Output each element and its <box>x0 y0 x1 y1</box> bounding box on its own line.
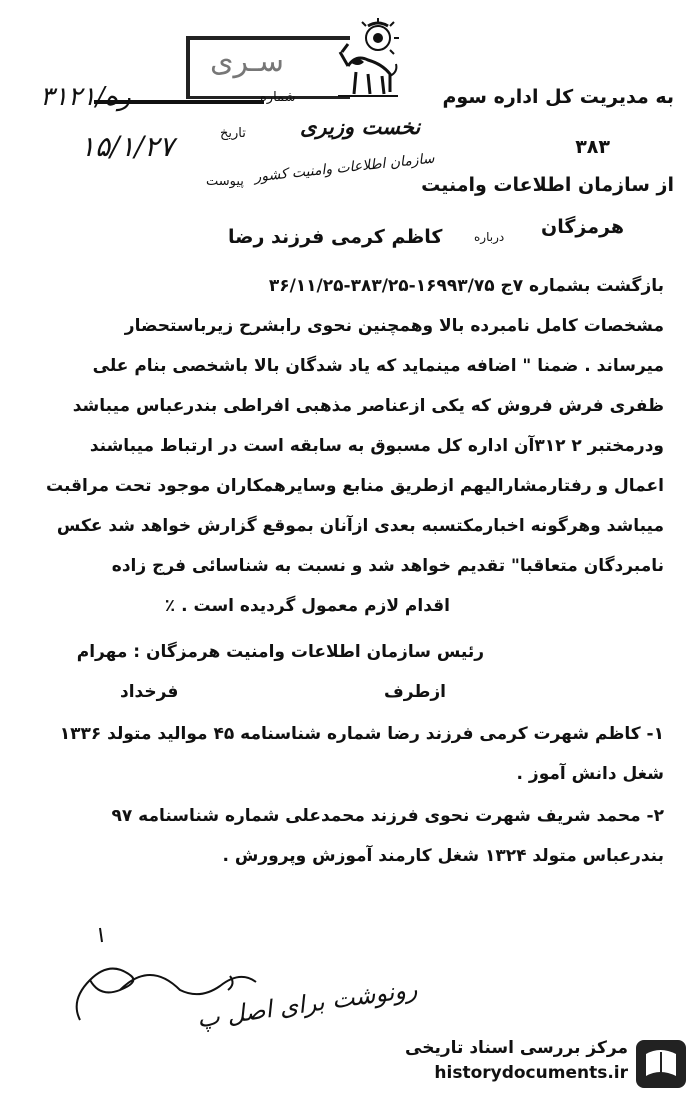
body-line-3: میرساند . ضمنا " اضافه مینماید که یاد شدگان بالا باشخصی بنام علی <box>92 356 664 376</box>
item-1-line-2: شغل دانش آموز . <box>516 764 664 784</box>
from-line: از سازمان اطلاعات وامنیت <box>421 174 674 196</box>
attachment-label: پیوست <box>206 174 244 189</box>
letter-date-value: ۱۵/۱/۲۷ <box>80 130 175 163</box>
handwritten-note: رونوشت برای اصل پ <box>195 974 419 1034</box>
addressee-line: به مدیریت کل اداره سوم <box>442 86 674 108</box>
subject-value: کاظم کرمی فرزند رضا <box>228 226 443 248</box>
item-2-line-1: ۲- محمد شریف شهرت نحوی فرزند محمدعلی شماره شناسنامه ۹۷ <box>111 806 664 826</box>
lion-sun-emblem-icon <box>334 16 402 106</box>
subject-label: درباره <box>474 230 505 244</box>
item-1-line-1: ۱- کاظم شهرت کرمی فرزند رضا شماره شناسنامه ۴۵ موالید متولد ۱۳۳۶ <box>59 724 664 744</box>
ministry-name: نخست وزیری <box>300 114 421 139</box>
body-line-2: مشخصات کامل نامبرده بالا وهمچنین نحوی رابشرح زیرباستحضار <box>124 316 664 336</box>
organization-name: سازمان اطلاعات وامنیت کشور <box>253 150 436 186</box>
archive-logo-icon <box>632 1036 690 1092</box>
body-line-1: بازگشت بشماره ۷ج ۱۶۹۹۳/۷۵-۳۸۳/۲۵-۳۶/۱۱/۲۵ <box>268 276 664 296</box>
body-line-5: ودرمختبر ۲ ۳۱۲آن اداره کل مسبوق به سابقه است در ارتباط میباشند <box>89 436 664 456</box>
province-name: هرمزگان <box>541 216 624 238</box>
body-line-9: اقدام لازم معمول گردیده است . ٪ <box>164 596 450 616</box>
item-2-line-2: بندرعباس متولد ۱۳۲۴ شغل کارمند آموزش وپرورش . <box>222 846 664 866</box>
letter-number-label: شماره <box>260 90 296 105</box>
stamp-text: سـرى <box>210 44 284 79</box>
from-label: ازطرف <box>384 682 446 702</box>
body-line-8: نامبردگان متعاقبا" تقدیم خواهد شد و نسبت به شناسائی فرج زاده <box>111 556 664 576</box>
archive-website[interactable]: historydocuments.ir <box>434 1063 628 1083</box>
body-line-7: میباشد وهرگونه اخبارمکتسبه بعدی ازآنان بموقع گزارش خواهد شد عکس <box>56 516 664 536</box>
number-underline <box>94 100 264 104</box>
handwritten-signature-icon <box>60 920 320 1040</box>
letter-number-value: ۳۱۲ره/۱ <box>40 82 131 112</box>
letter-date-label: تاریخ <box>220 126 246 141</box>
chief-line: رئیس سازمان اطلاعات وامنیت هرمزگان : مهرام <box>76 642 484 662</box>
body-line-4: ظفری فرش فروش که یکی ازعناصر مذهبی افراطی بندرعباس میباشد <box>72 396 664 416</box>
from-name: فرخداد <box>120 682 179 702</box>
body-line-6: اعمال و رفتارمشارالیهم ازطریق منابع وسایرهمکاران موجود تحت مراقبت <box>45 476 664 496</box>
archive-center-name: مرکز بررسی اسناد تاریخی <box>405 1038 628 1058</box>
office-code: ۳۸۳ <box>575 136 610 158</box>
